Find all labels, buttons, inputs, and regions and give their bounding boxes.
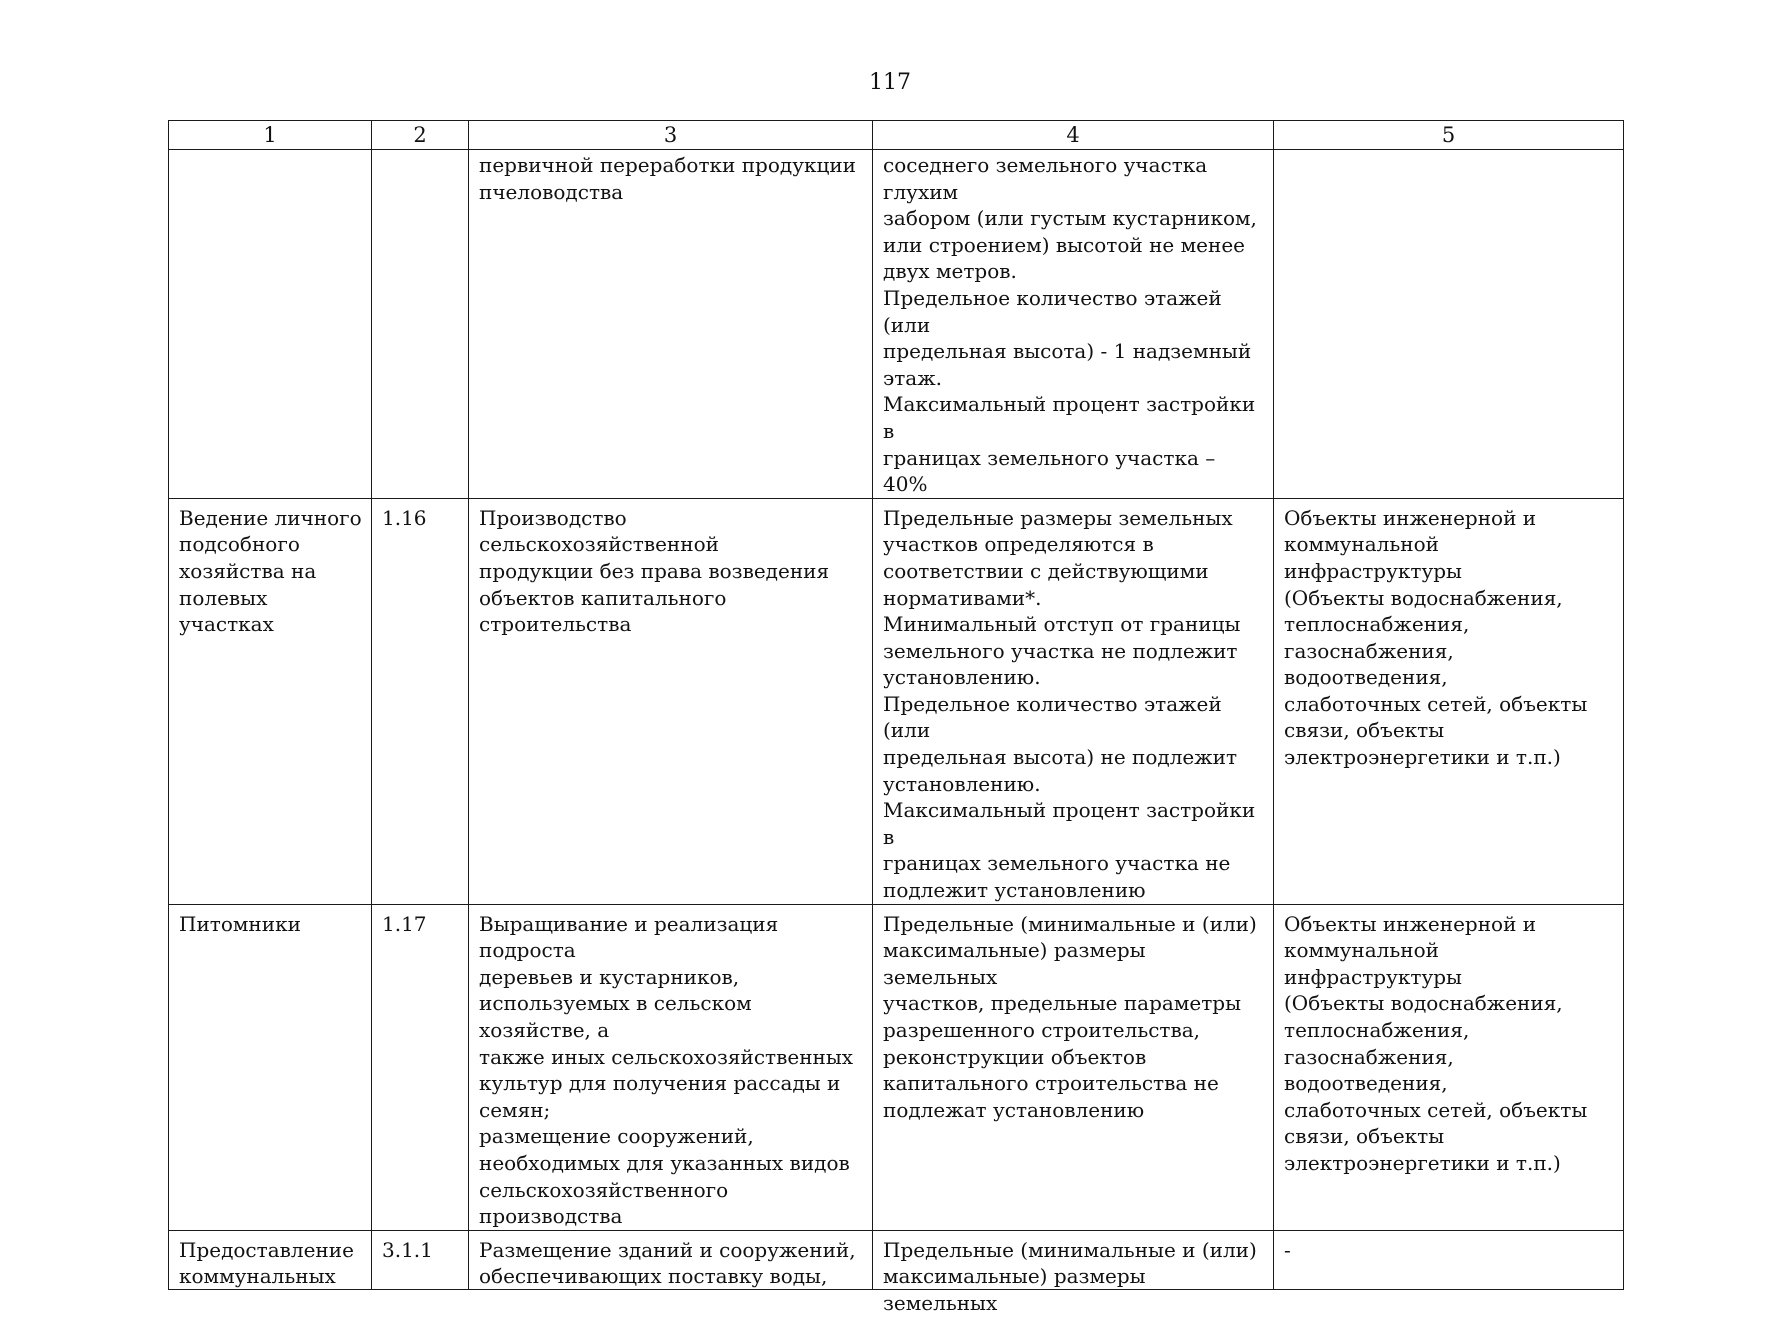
cell-use-name: Питомники — [169, 904, 372, 1230]
table-row — [169, 904, 1624, 1230]
cell-description: Выращивание и реализация подроста деревьев и кустарников, используемых в сельском хозяйстве, а также иных сельскохозяйственных культур для получения рассады и семян; размещение сооружений, необходимых для указанных видов сельскохозяйственного производства — [469, 904, 873, 1230]
column-header-4: 4 — [873, 121, 1274, 150]
table-header-row — [169, 121, 1624, 150]
cell-use-name — [169, 150, 372, 499]
table-row — [169, 150, 1624, 499]
cell-description: первичной переработки продукции пчеловодства — [469, 150, 873, 499]
cell-parameters: Предельные размеры земельных участков определяются в соответствии с действующими нормативами*. Минимальный отступ от границы земельного участка не подлежит установлению. Предельное количество этажей (или предельная высота) не подлежит установлению. Максимальный процент застройки в границах земельного участка не подлежит установлению — [873, 498, 1274, 904]
cell-auxiliary-uses — [1274, 150, 1624, 499]
cell-parameters: Предельные (минимальные и (или) максимальные) размеры земельных — [873, 1230, 1274, 1289]
cell-code: 3.1.1 — [372, 1230, 469, 1289]
column-header-5: 5 — [1274, 121, 1624, 150]
cell-description: Размещение зданий и сооружений, обеспечивающих поставку воды, — [469, 1230, 873, 1289]
cell-parameters: Предельные (минимальные и (или) максимальные) размеры земельных участков, предельные параметры разрешенного строительства, реконструкции объектов капитального строительства не подлежат установлению — [873, 904, 1274, 1230]
cell-description: Производство сельскохозяйственной продукции без права возведения объектов капитального строительства — [469, 498, 873, 904]
column-header-3: 3 — [469, 121, 873, 150]
cell-code: 1.16 — [372, 498, 469, 904]
cell-code — [372, 150, 469, 499]
cell-use-name: Ведение личного подсобного хозяйства на полевых участках — [169, 498, 372, 904]
column-header-1: 1 — [169, 121, 372, 150]
cell-auxiliary-uses: Объекты инженерной и коммунальной инфраструктуры (Объекты водоснабжения, теплоснабжения, газоснабжения, водоотведения, слаботочных сетей, объекты связи, объекты электроэнергетики и т.п.) — [1274, 904, 1624, 1230]
cell-use-name: Предоставление коммунальных — [169, 1230, 372, 1289]
table-row — [169, 498, 1624, 904]
table-row — [169, 1230, 1624, 1289]
land-use-table — [168, 120, 1624, 1315]
cell-code: 1.17 — [372, 904, 469, 1230]
cell-parameters: соседнего земельного участка глухим забором (или густым кустарником, или строением) высотой не менее двух метров. Предельное количество этажей (или предельная высота) - 1 надземный этаж. Максимальный процент застройки в границах земельного участка – 40% — [873, 150, 1274, 499]
page-number: 117 — [869, 70, 911, 95]
cell-auxiliary-uses: - — [1274, 1230, 1624, 1289]
column-header-2: 2 — [372, 121, 469, 150]
cell-auxiliary-uses: Объекты инженерной и коммунальной инфраструктуры (Объекты водоснабжения, теплоснабжения, газоснабжения, водоотведения, слаботочных сетей, объекты связи, объекты электроэнергетики и т.п.) — [1274, 498, 1624, 904]
